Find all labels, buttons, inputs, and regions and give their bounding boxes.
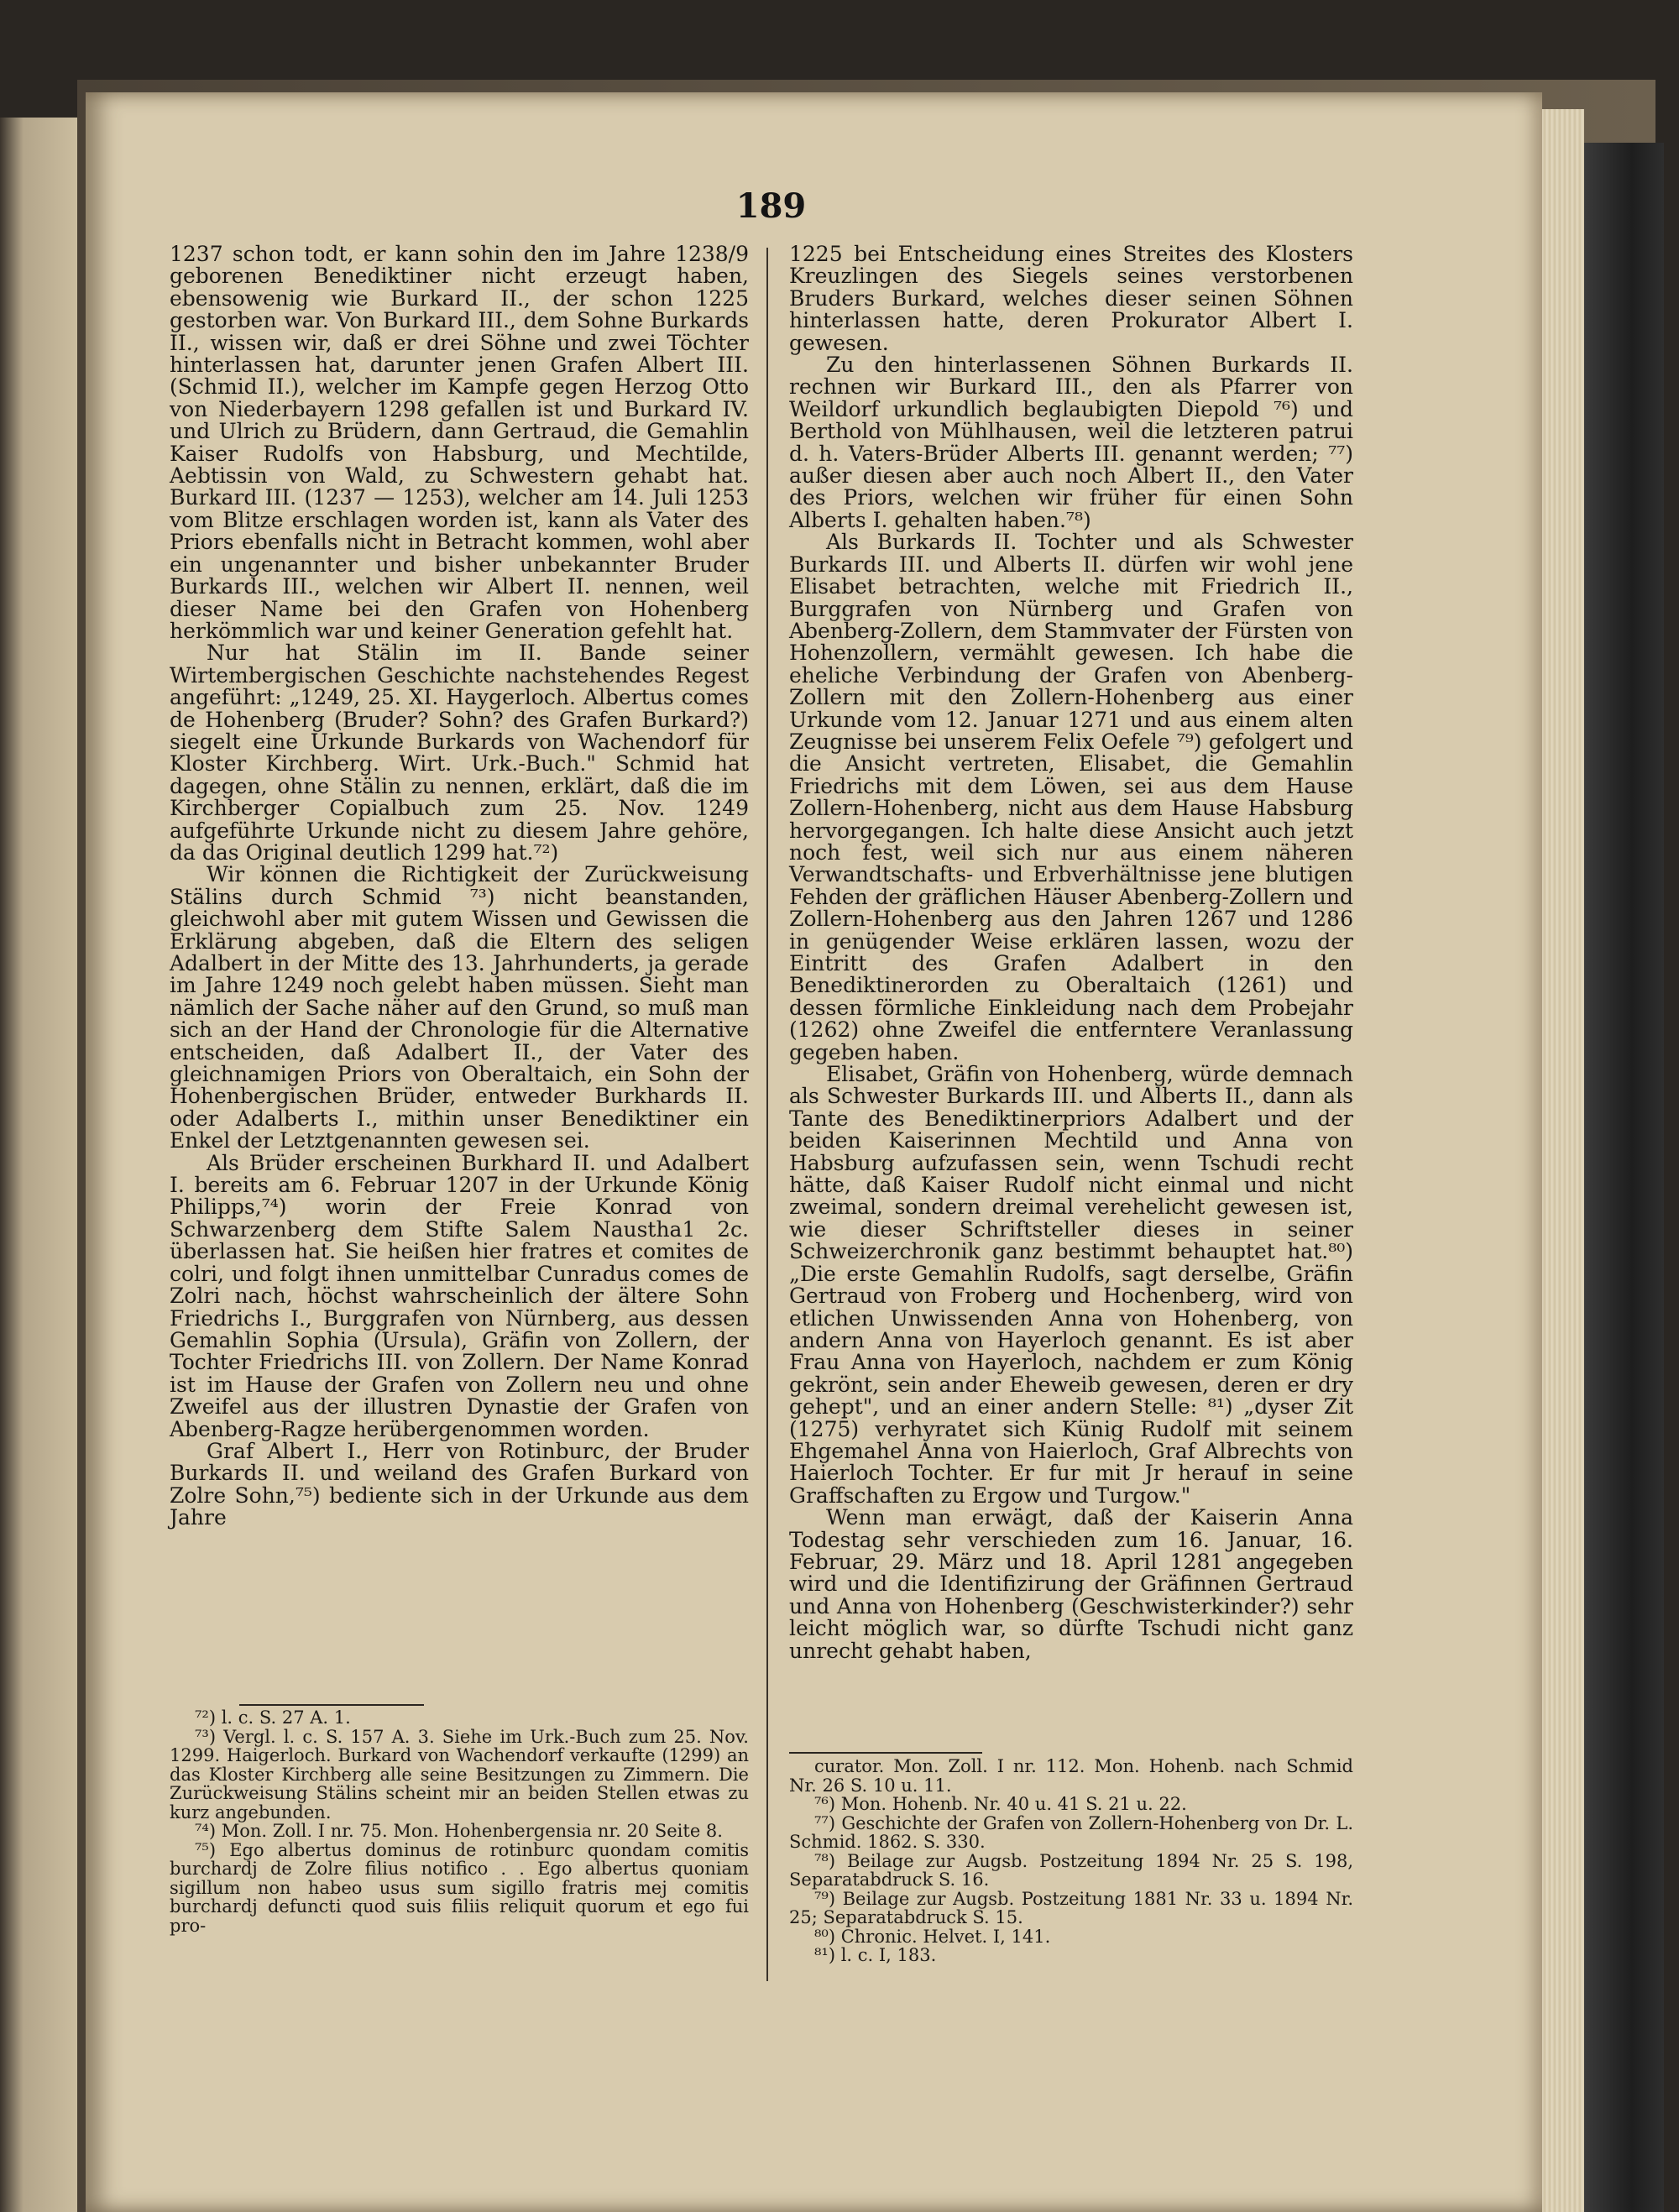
page-block-edge <box>1542 109 1584 2212</box>
paragraph: Als Brüder erscheinen Burkhard II. und Adalbert I. bereits am 6. Februar 1207 in der Urkunde König Philipps,⁷⁴) worin der Freie Konrad von Schwarzenberg dem Stifte Salem Naustha1 2c. überlassen hat. Sie heißen hier fratres et comites de colri, und folgt ihnen unmittelbar Cunradus comes de Zolri nach, höchst wahrscheinlich der ältere Sohn Friedrichs I., Burggrafen von Nürnberg, aus dessen Gemahlin Sophia (Ursula), Gräfin von Zollern, der Tochter Friedrichs III. von Zollern. Der Name Konrad ist im Hause der Grafen von Zollern neu und ohne Zweifel aus der illustren Dynastie der Grafen von Abenberg-Ragze herübergenommen worden. <box>170 1150 749 1441</box>
book-spine <box>1584 143 1664 2212</box>
footnote: curator. Mon. Zoll. I nr. 112. Mon. Hohenb. nach Schmid Nr. 26 S. 10 u. 11. <box>789 1756 1353 1796</box>
footnote: ⁸⁰) Chronic. Helvet. I, 141. <box>814 1926 1051 1947</box>
footnote: ⁷⁴) Mon. Zoll. I nr. 75. Mon. Hohenbergensia nr. 20 Seite 8. <box>195 1821 723 1841</box>
page-number: 189 <box>735 186 807 226</box>
paragraph: Wenn man erwägt, daß der Kaiserin Anna Todestag sehr verschieden zum 16. Januar, 16. Februar, 29. März und 18. April 1281 angegeben wird und die Identifizirung der Gräfinnen Gertraud und Anna von Hohenberg (Geschwisterkinder?) sehr leicht möglich war, so dürfte Tschudi nicht ganz unrecht gehabt haben, <box>789 1505 1353 1663</box>
footnote-rule <box>239 1704 424 1706</box>
footnotes-left <box>170 1708 749 1935</box>
paragraph: 1225 bei Entscheidung eines Streites des Klosters Kreuzlingen des Siegels seines verstorbenen Bruders Burkard, welches dieser seinen Söhnen hinterlassen hatte, deren Prokurator Albert I. gewesen. <box>789 242 1353 355</box>
footnote: ⁷²) l. c. S. 27 A. 1. <box>195 1707 351 1728</box>
paragraph: Wir können die Richtigkeit der Zurückweisung Stälins durch Schmid ⁷³) nicht beanstanden, gleichwohl aber mit gutem Wissen und Gewissen die Erklärung abgeben, daß die Eltern des seligen Adalbert in der Mitte des 13. Jahrhunderts, ja gerade im Jahre 1249 noch gelebt haben müssen. Sieht man nämlich der Sache näher auf den Grund, so muß man sich an der Hand der Chronologie für die Alternative entscheiden, daß Adalbert II., der Vater des gleichnamigen Priors von Oberaltaich, ein Sohn der Hohenbergischen Brüder, entweder Burkhards II. oder Adalberts I., mithin unser Benediktiner ein Enkel der Letztgenannten gewesen sei. <box>170 862 749 1153</box>
paragraph: Graf Albert I., Herr von Rotinburc, der Bruder Burkards II. und weiland des Grafen Burkard von Zolre Sohn,⁷⁵) bediente sich in der Urkunde aus dem Jahre <box>170 1438 749 1530</box>
paragraph: 1237 schon todt, er kann sohin den im Jahre 1238/9 geborenen Benediktiner nicht erzeugt haben, ebensowenig wie Burkard II., der schon 1225 gestorben war. Von Burkard III., dem Sohne Burkards II., wissen wir, daß er drei Söhne und zwei Töchter hinterlassen hat, darunter jenen Grafen Albert III. (Schmid II.), welcher im Kampfe gegen Herzog Otto von Niederbayern 1298 gefallen ist und Burkard IV. und Ulrich zu Brüdern, dann Gertraud, die Gemahlin Kaiser Rudolfs von Habsburg, und Mechtilde, Aebtissin von Wald, zu Schwestern gehabt hat. Burkard III. (1237 — 1253), welcher am 14. Juli 1253 vom Blitze erschlagen worden ist, kann als Vater des Priors ebenfalls nicht in Betracht kommen, wohl aber ein ungenannter und bisher unbekannter Bruder Burkards III., welchen wir Albert II. nennen, weil dieser Name bei den Grafen von Hohenberg herkömmlich war und keiner Generation gefehlt hat. <box>170 242 749 643</box>
paragraph: Elisabet, Gräfin von Hohenberg, würde demnach als Schwester Burkards III. und Alberts II., dann als Tante des Benediktinerpriors Adalbert und der beiden Kaiserinnen Mechtild und Anna von Habsburg aufzufassen sein, wenn Tschudi recht hätte, daß Kaiser Rudolf nicht einmal und nicht zweimal, sondern dreimal verehelicht gewesen ist, wie dieser Schriftsteller dieses in seiner Schweizerchronik ganz bestimmt behauptet hat.⁸⁰) „Die erste Gemahlin Rudolfs, sagt derselbe, Gräfin Gertraud von Froberg und Hochenberg, wird von etlichen Unwissenden Anna von Hohenberg, von andern Anna von Hayerloch genannt. Es ist aber Frau Anna von Hayerloch, nachdem er zum König gekrönt, sein ander Eheweib gewesen, deren er dry gehept", und an einer andern Stelle: ⁸¹) „dyser Zit (1275) verhyratet sich Künig Rudolf mit seinem Ehgemahel Anna von Haierloch, Graf Albrechts von Haierloch Tochter. Er fur mit Jr herauf in seine Graffschaften zu Ergow und Turgow." <box>789 1062 1353 1508</box>
footnote: ⁷⁹) Beilage zur Augsb. Postzeitung 1881 Nr. 33 u. 1894 Nr. 25; Separatabdruck S. 15. <box>789 1888 1353 1927</box>
column-divider <box>766 248 768 1981</box>
right-text-column <box>789 243 1353 1662</box>
footnote: ⁷⁸) Beilage zur Augsb. Postzeitung 1894 Nr. 25 S. 198, Separatabdruck S. 16. <box>789 1850 1353 1890</box>
paragraph: Als Burkards II. Tochter und als Schwester Burkards III. und Alberts II. dürfen wir wohl jene Elisabet betrachten, welche mit Friedrich II., Burggrafen von Nürnberg und Grafen von Abenberg-Zollern, dem Stammvater der Fürsten von Hohenzollern, vermählt gewesen. Ich habe die eheliche Verbindung der Grafen von Abenberg-Zollern mit den Zollern-Hohenberg aus einer Urkunde vom 12. Januar 1271 und aus einem alten Zeugnisse bei unserem Felix Oefele ⁷⁹) gefolgert und die Ansicht vertreten, Elisabet, die Gemahlin Friedrichs mit dem Löwen, sei aus dem Hause Zollern-Hohenberg, nicht aus dem Hause Habsburg hervorgegangen. Ich halte diese Ansicht auch jetzt noch fest, weil sich nur aus einem näheren Verwandtschafts- und Erbverhältnisse jene blutigen Fehden der gräflichen Häuser Abenberg-Zollern und Zollern-Hohenberg aus den Jahren 1267 und 1286 in genügender Weise erklären lassen, wozu der Eintritt des Grafen Adalbert in den Benediktinerorden zu Oberaltaich (1261) und dessen förmliche Einkleidung nach dem Probejahr (1262) ohne Zweifel die entferntere Veranlassung gegeben haben. <box>789 530 1353 1064</box>
footnote: ⁷³) Vergl. l. c. S. 157 A. 3. Siehe im Urk.-Buch zum 25. Nov. 1299. Haigerloch. Burkard von Wachendorf verkaufte (1299) an das Kloster Kirchberg alle seine Besitzungen zu Zimmern. Die Zurückweisung Stälins scheint mir an beiden Stellen etwas zu kurz angebunden. <box>170 1726 749 1822</box>
footnote: ⁷⁷) Geschichte der Grafen von Zollern-Hohenberg von Dr. L. Schmid. 1862. S. 330. <box>789 1812 1353 1852</box>
footnote: ⁸¹) l. c. I, 183. <box>814 1945 937 1965</box>
previous-page-edge <box>0 118 77 2212</box>
footnotes-right <box>789 1757 1353 1965</box>
paragraph: Zu den hinterlassenen Söhnen Burkards II. rechnen wir Burkard III., den als Pfarrer von Weildorf urkundlich beglaubigten Diepold ⁷⁶) und Berthold von Mühlhausen, weil die letzteren patrui d. h. Vaters-Brüder Alberts III. genannt werden; ⁷⁷) außer diesen aber auch noch Albert II., den Vater des Priors, welchen wir früher für einen Sohn Alberts I. gehalten haben.⁷⁸) <box>789 353 1353 532</box>
paragraph: Nur hat Stälin im II. Bande seiner Wirtembergischen Geschichte nachstehendes Regest angeführt: „1249, 25. XI. Haygerloch. Albertus comes de Hohenberg (Bruder? Sohn? des Grafen Burkard?) siegelt eine Urkunde Burkards von Wachendorf für Kloster Kirchberg. Wirt. Urk.-Buch." Schmid hat dagegen, ohne Stälin zu nennen, erklärt, daß die im Kirchberger Copialbuch zum 25. Nov. 1249 aufgeführte Urkunde nicht zu diesem Jahre gehöre, da das Original deutlich 1299 hat.⁷²) <box>170 641 749 865</box>
footnote: ⁷⁶) Mon. Hohenb. Nr. 40 u. 41 S. 21 u. 22. <box>814 1794 1187 1814</box>
left-text-column <box>170 243 749 1530</box>
footnote-rule <box>789 1752 982 1754</box>
footnote: ⁷⁵) Ego albertus dominus de rotinburc quondam comitis burchardj de Zolre filius notifico . . Ego albertus quoniam sigillum non habeo usus sum sigillo fratris mej comitis burchardj defuncti quod suis filiis reliquit quorum et ego fui pro- <box>170 1839 749 1936</box>
